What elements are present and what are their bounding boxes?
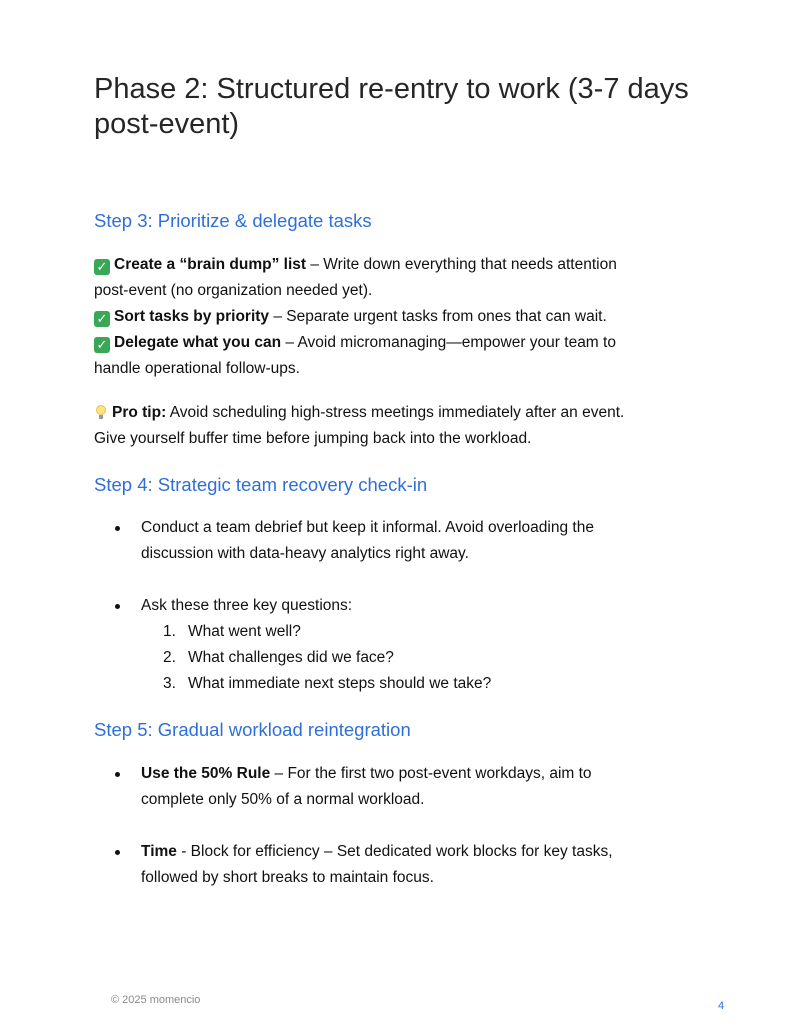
checklist-item-delegate — [94, 330, 714, 356]
check-box-icon: ✓ — [94, 311, 110, 327]
question-item — [163, 619, 301, 645]
bullet-icon — [115, 772, 120, 777]
step3-checklist — [94, 252, 714, 382]
bullet-icon — [115, 526, 120, 531]
list-item — [115, 515, 695, 567]
light-bulb-icon — [96, 405, 106, 419]
list-item — [115, 839, 695, 891]
check-box-icon: ✓ — [94, 259, 110, 275]
pro-tip-label: Pro tip: — [112, 404, 167, 421]
question-item — [163, 645, 394, 671]
step4-heading: Step 4: Strategic team recovery check-in — [94, 474, 428, 495]
check-box-icon: ✓ — [94, 337, 110, 353]
pro-tip — [94, 400, 714, 452]
question-text: What challenges did we face? — [188, 649, 394, 666]
question-number: 3. — [163, 675, 176, 692]
step3-heading: Step 3: Prioritize & delegate tasks — [94, 210, 372, 231]
question-number: 2. — [163, 649, 176, 666]
list-item — [115, 761, 695, 813]
list-item-text: Ask these three key questions: — [141, 597, 353, 614]
question-number: 1. — [163, 623, 176, 640]
list-item-label: Time — [141, 843, 177, 860]
bullet-icon — [115, 850, 120, 855]
checklist-item-label: Sort tasks by priority — [114, 308, 270, 325]
page-title: Phase 2: Structured re-entry to work (3-7 days post-event) — [94, 73, 689, 140]
pro-tip-text-continued: Give yourself buffer time before jumping back into the workload. — [94, 430, 532, 447]
footer-copyright: © 2025 momencio — [111, 994, 201, 1006]
checklist-item-label: Create a “brain dump” list — [114, 256, 307, 273]
list-item-text: discussion with data-heavy analytics right away. — [141, 545, 469, 562]
list-item-text: Conduct a team debrief but keep it informal. Avoid overloading the — [141, 519, 594, 536]
step5-heading: Step 5: Gradual workload reintegration — [94, 719, 411, 740]
list-item-text: – For the first two post-event workdays, aim to — [270, 765, 592, 782]
checklist-item-text: – Separate urgent tasks from ones that can wait. — [269, 308, 607, 325]
pro-tip-text: Avoid scheduling high-stress meetings immediately after an event. — [166, 404, 625, 421]
checklist-item-sort-tasks — [94, 304, 714, 330]
list-item — [115, 593, 695, 619]
checklist-item-label: Delegate what you can — [114, 334, 282, 351]
checklist-item-brain-dump — [94, 252, 714, 278]
checklist-item-text: – Avoid micromanaging—empower your team to — [281, 334, 616, 351]
bullet-icon — [115, 604, 120, 609]
list-item-label: Use the 50% Rule — [141, 765, 271, 782]
list-item-text: - Block for efficiency – Set dedicated work blocks for key tasks, — [176, 843, 613, 860]
page-number: 4 — [718, 1000, 725, 1012]
list-item-text: complete only 50% of a normal workload. — [141, 791, 425, 808]
checklist-item-text-continued: post-event (no organization needed yet). — [94, 282, 373, 299]
question-text: What went well? — [188, 623, 301, 640]
checklist-item-text: – Write down everything that needs attention — [306, 256, 617, 273]
question-item — [163, 671, 491, 697]
list-item-text: followed by short breaks to maintain focus. — [141, 869, 434, 886]
checklist-item-text-continued: handle operational follow-ups. — [94, 360, 300, 377]
question-text: What immediate next steps should we take? — [188, 675, 492, 692]
